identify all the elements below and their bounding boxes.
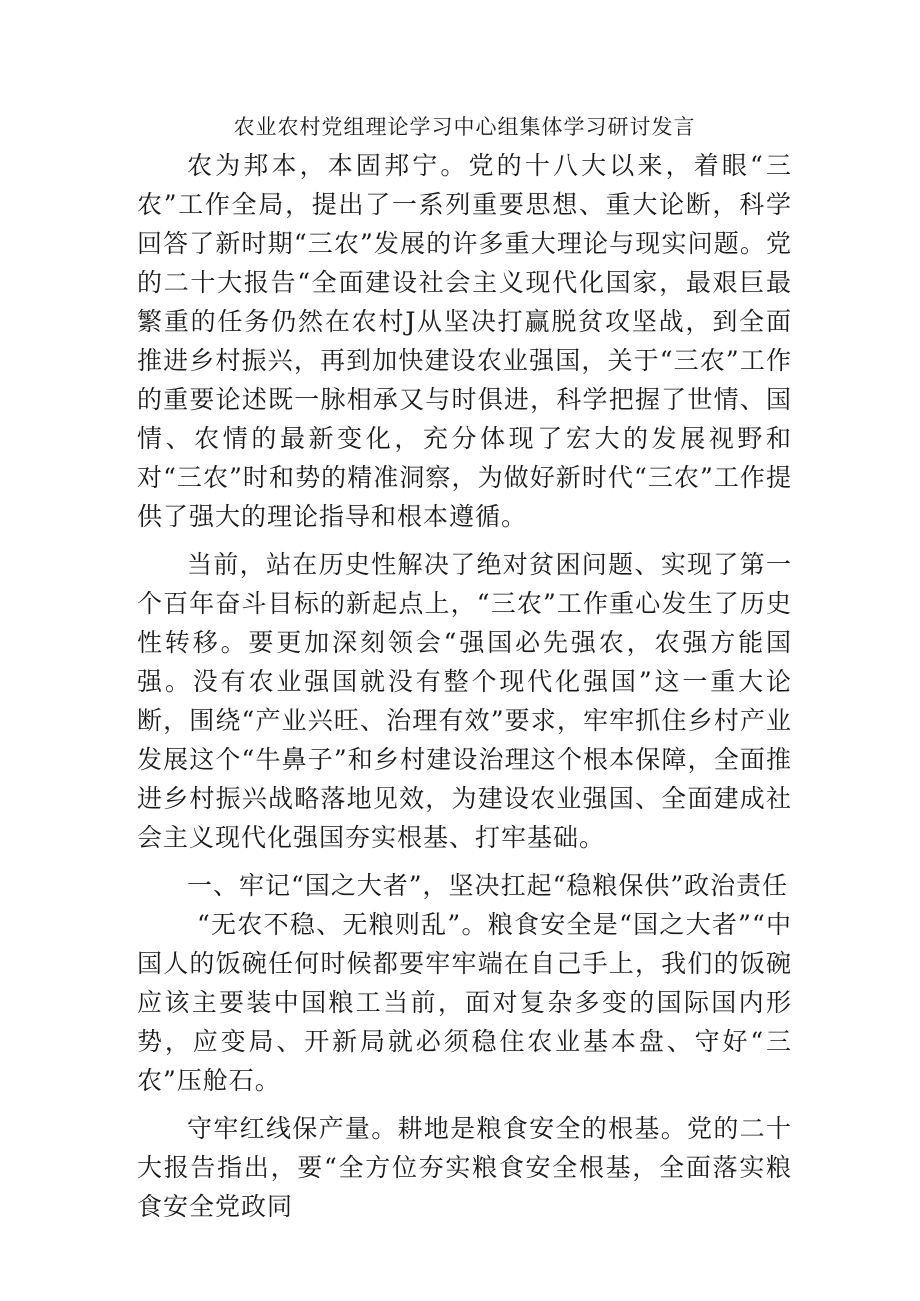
body-paragraph: 当前，站在历史性解决了绝对贫困问题、实现了第一个百年奋斗目标的新起点上，“三农”工作重心发生了历史性转移。要更加深刻领会“强国必先强农，农强方能国强。没有农业强国就没有整个现代化强国”这一重大论断，围绕“产业兴旺、治理有效”要求，牢牢抓住乡村产业发展这个“牛鼻子”和乡村建设治理这个根本保障，全面推进乡村振兴战略落地见效，为建设农业强国、全面建成社会主义现代化强国夯实根基、打牢基础。	[137, 550, 792, 852]
section-heading: 一、牢记“国之大者”，坚决扛起“稳粮保供”政治责任	[187, 871, 789, 900]
body-paragraph: 农为邦本，本固邦宁。党的十八大以来，着眼“三农”工作全局，提出了一系列重要思想、重大论断，科学回答了新时期“三农”发展的许多重大理论与现实问题。党的二十大报告“全面建设社会主义现代化国家，最艰巨最繁重的任务仍然在农村J从坚决打赢脱贫攻坚战，到全面推进乡村振兴，再到加快建设农业强国，关于“三农”工作的重要论述既一脉相承又与时俱进，科学把握了世情、国情、农情的最新变化，充分体现了宏大的发展视野和对“三农”时和势的精准洞察，为做好新时代“三农”工作提供了强大的理论指导和根本遵循。	[137, 151, 792, 531]
body-paragraph: 守牢红线保产量。耕地是粮食安全的根基。党的二十大报告指出，要“全方位夯实粮食安全根基，全面落实粮食安全党政同	[137, 1114, 792, 1221]
document-title: 农业农村党组理论学习中心组集体学习研讨发言	[233, 115, 696, 139]
body-paragraph: “无农不稳、无粮则乱”。粮食安全是“国之大者”“中国人的饭碗任何时候都要牢牢端在自己手上，我们的饭碗应该主要装中国粮工当前，面对复杂多变的国际国内形势，应变局、开新局就必须稳住农业基本盘、守好“三农”压舱石。	[137, 910, 792, 1095]
document-page	[137, 112, 792, 1226]
